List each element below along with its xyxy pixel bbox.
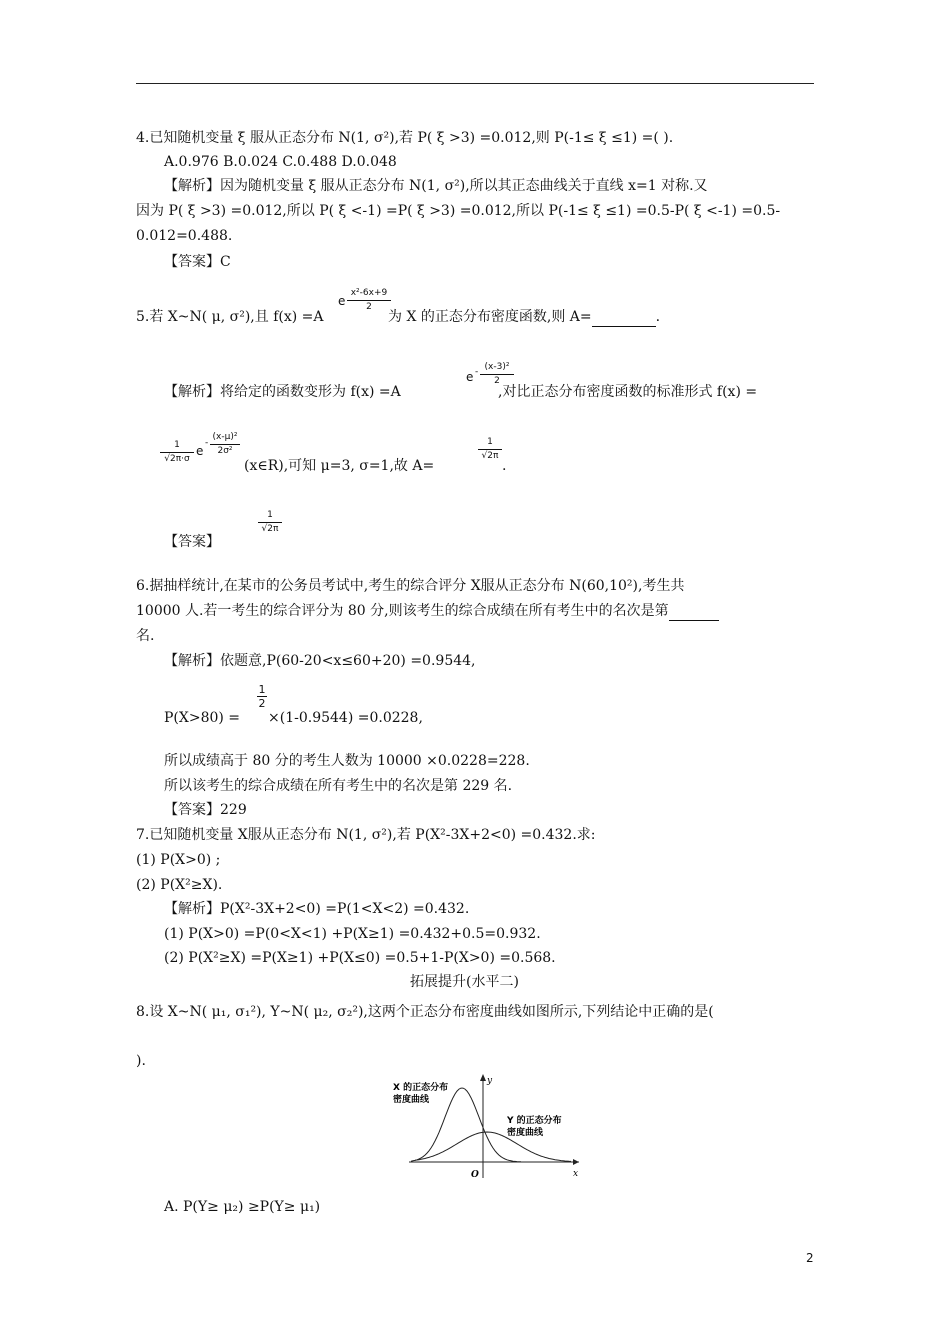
- q8-stem-1: 8.设 X~N( μ₁, σ₁²), Y~N( μ₂, σ₂²),这两个正态分布密度曲线如图所示,下列结论中正确的是(: [136, 1004, 714, 1020]
- q4-analysis-2: 因为 P( ξ >3) =0.012,所以 P( ξ <-1) =P( ξ >3) =0.012,所以 P(-1≤ ξ ≤1) =0.5-P( ξ <-1) =0.5-: [136, 203, 781, 219]
- document-page: 4.已知随机变量 ξ 服从正态分布 N(1, σ²),若 P( ξ >3) =0.012,则 P(-1≤ ξ ≤1) =( ). A.0.976 B.0.024 C.0.488 D.0.048 【解析】因为随机变量 ξ 服从正态分布 N(1, σ²),所以其正态曲线关于直线 x=1 对称.又 因为 P( ξ >3) =0.012,所以 P( ξ <-1) =P( ξ >3) =0.012,所以 P(-1≤ ξ ≤1) =0.5-P( ξ <-1) =0.5- 0.012=0.488. 【答案】C 5.若 X~N( μ, σ²),且 f(x) =A e x²-6x+9 2 为 X 的正态分布密度函数,则 A= . 【解析】将给定的函数变形为 f(x) =A e - (x-3)² 2 ,对比正态分布密度函数的标准形式 f(x) = 1 √2π·σ e - (x-μ)² 2σ² (x∈R),可知 μ=3, σ=1,故 A= 1 √2π . 【答案】 1 √2π 6.据抽样统计,在某市的公务员考试中,考生的综合评分 X服从正态分布 N(60,10²),考生共 10000 人.若一考生的综合评分为 80 分,则该考生的综合成绩在所有考生中的名次是第 名. 【解析】依题意,P(60-20<x≤60+20) =0.9544, P(X>80) = 1 2 ×(1-0.9544) =0.0228, 所以成绩高于 80 分的考生人数为 10000 ×0.0228=228. 所以该考生的综合成绩在所有考生中的名次是第 229 名. 【答案】229 7.已知随机变量 X服从正态分布 N(1, σ²),若 P(X²-3X+2<0) =0.432.求: (1) P(X>0) ; (2) P(X²≥X). 【解析】P(X²-3X+2<0) =P(1<X<2) =0.432. (1) P(X>0) =P(0<X<1) +P(X≥1) =0.432+0.5=0.932. (2) P(X²≥X) =P(X≥1) +P(X≤0) =0.5+1-P(X>0) =0.568. 拓展提升(水平二) 8.设 X~N( μ₁, σ₁²), Y~N( μ₂, σ₂²),这两个正态分布密度曲线如图所示,下列结论中正确的是( ). X 的正态分布 密度曲线 Y 的正态分布 密度曲线 y x O A. P(Y≥ μ₂) ≥P(Y≥ μ₁) 2: [0, 0, 950, 1344]
- q6-stem-2: 10000 人.若一考生的综合评分为 80 分,则该考生的综合成绩在所有考生中的名次是第: [136, 601, 719, 621]
- q6-answer-blank[interactable]: [669, 606, 719, 621]
- q5-std-coef: 1 √2π·σ: [160, 440, 194, 465]
- q5-answer-value: 1 √2π: [258, 510, 282, 535]
- q6-analysis-3: 所以成绩高于 80 分的考生人数为 10000 ×0.0228=228.: [164, 753, 530, 769]
- x-axis-arrow-icon: [573, 1159, 579, 1165]
- q5-answer-blank[interactable]: [592, 312, 656, 327]
- q5-exponent: x²-6x+9 2: [347, 288, 391, 313]
- y-curve-label-1: Y 的正态分布: [507, 1116, 562, 1126]
- section-title: 拓展提升(水平二): [410, 974, 519, 990]
- y-axis-label: y: [487, 1076, 493, 1086]
- q6-stem-1: 6.据抽样统计,在某市的公务员考试中,考生的综合评分 X服从正态分布 N(60,10²),考生共: [136, 578, 685, 594]
- q5-analysis-a: 【解析】将给定的函数变形为 f(x) =A: [164, 384, 401, 400]
- x-curve-label-2: 密度曲线: [393, 1095, 430, 1105]
- q5-analysis-b: ,对比正态分布密度函数的标准形式 f(x) =: [498, 384, 758, 400]
- q4-analysis-3: 0.012=0.488.: [136, 228, 233, 244]
- q7-part2: (2) P(X²≥X).: [136, 877, 223, 893]
- q6-analysis-2a: P(X>80) =: [164, 710, 241, 726]
- q4-stem: 4.已知随机变量 ξ 服从正态分布 N(1, σ²),若 P( ξ >3) =0.012,则 P(-1≤ ξ ≤1) =( ).: [136, 130, 674, 146]
- q5-e-base: e: [338, 294, 346, 308]
- y-density-curve: [415, 1132, 571, 1161]
- q5-answer-label: 【答案】: [164, 534, 220, 550]
- y-curve-label-2: 密度曲线: [507, 1128, 544, 1138]
- q5-stem-a: 5.若 X~N( μ, σ²),且 f(x) =A: [136, 309, 324, 325]
- q4-answer: 【答案】C: [164, 254, 231, 270]
- q8-option-a: A. P(Y≥ μ₂) ≥P(Y≥ μ₁): [164, 1199, 321, 1215]
- x-curve-label-1: X 的正态分布: [393, 1083, 449, 1093]
- q5-analysis-c: (x∈R),可知 μ=3, σ=1,故 A=: [244, 458, 435, 474]
- q6-stem-3: 名.: [136, 628, 155, 644]
- q6-answer: 【答案】229: [164, 802, 247, 818]
- page-number: 2: [806, 1251, 814, 1265]
- normal-density-figure: [375, 1070, 585, 1182]
- q5-A-value: 1 √2π: [478, 437, 502, 462]
- q5-stem-b: 为 X 的正态分布密度函数,则 A= .: [388, 309, 661, 325]
- q5-std-e-base: e: [196, 444, 204, 458]
- q7-stem: 7.已知随机变量 X服从正态分布 N(1, σ²),若 P(X²-3X+2<0) =0.432.求:: [136, 827, 596, 843]
- q7-analysis-1: 【解析】P(X²-3X+2<0) =P(1<X<2) =0.432.: [164, 901, 470, 917]
- y-axis-arrow-icon: [480, 1074, 486, 1081]
- q6-analysis-1: 【解析】依题意,P(60-20<x≤60+20) =0.9544,: [164, 653, 476, 669]
- q4-analysis-1: 【解析】因为随机变量 ξ 服从正态分布 N(1, σ²),所以其正态曲线关于直线 x=1 对称.又: [164, 178, 708, 194]
- header-rule: [136, 83, 814, 84]
- q5-analysis-d: .: [502, 458, 507, 474]
- origin-label: O: [471, 1170, 479, 1180]
- q5-std-exponent: (x-μ)² 2σ²: [210, 432, 240, 457]
- q5-analysis-exponent: (x-3)² 2: [480, 362, 514, 387]
- q7-analysis-3: (2) P(X²≥X) =P(X≥1) +P(X≤0) =0.5+1-P(X>0) =0.568.: [164, 950, 556, 966]
- q8-stem-2: ).: [136, 1053, 146, 1069]
- q6-analysis-2b: ×(1-0.9544) =0.0228,: [268, 710, 423, 726]
- q6-analysis-4: 所以该考生的综合成绩在所有考生中的名次是第 229 名.: [164, 778, 513, 794]
- q7-part1: (1) P(X>0) ;: [136, 852, 221, 868]
- q7-analysis-2: (1) P(X>0) =P(0<X<1) +P(X≥1) =0.432+0.5=0.932.: [164, 926, 541, 942]
- q4-options: A.0.976 B.0.024 C.0.488 D.0.048: [164, 154, 397, 170]
- x-axis-label: x: [573, 1169, 579, 1179]
- q6-half: 1 2: [258, 683, 266, 710]
- q5-analysis-e-base: e: [466, 370, 474, 384]
